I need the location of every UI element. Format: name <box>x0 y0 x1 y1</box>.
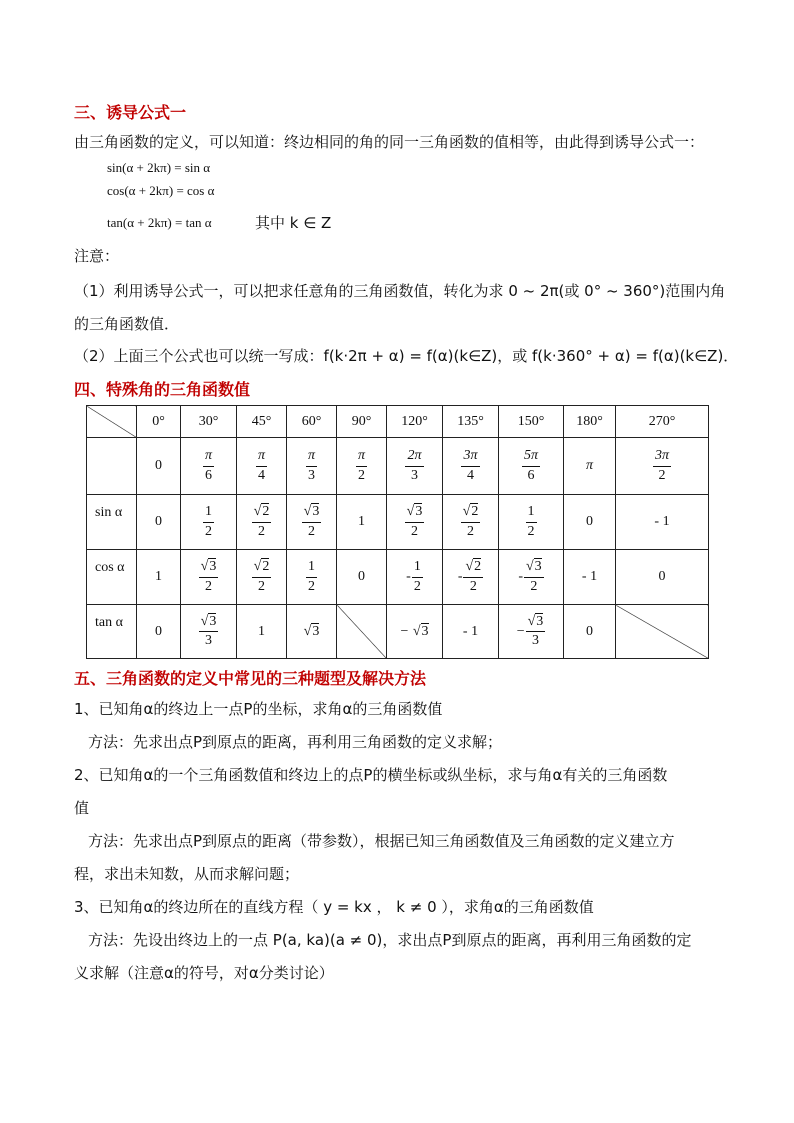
note-label: 注意： <box>74 247 120 265</box>
value-cell: 0 <box>337 550 387 605</box>
radian-cell <box>616 438 709 495</box>
denominator: 3 <box>199 631 219 649</box>
degree-cell: 0° <box>137 406 181 438</box>
minus-sign: - <box>457 569 463 585</box>
value-cell: $\frac{√3}{3}$ <box>181 605 237 659</box>
section-4-title: 四、特殊角的三角函数值 <box>74 380 251 399</box>
denominator: 2 <box>302 522 322 540</box>
numerator: 5π <box>523 448 538 464</box>
denominator: 4 <box>256 466 267 484</box>
numerator: 1 <box>205 504 212 520</box>
value-cell: $\frac{√3}{2}$ <box>181 550 237 605</box>
table-row-radians <box>87 438 709 495</box>
numerator: π <box>257 448 265 464</box>
value-cell <box>387 550 443 605</box>
numerator: π <box>204 448 212 464</box>
value-cell: - $\frac{√3}{2}$ <box>499 550 564 605</box>
denominator: 2 <box>413 578 421 594</box>
degree-cell: 60° <box>287 406 337 438</box>
radian-cell: π <box>564 438 616 495</box>
denominator: 2 <box>356 466 367 484</box>
degree-cell: 30° <box>181 406 237 438</box>
denominator: 2 <box>653 466 671 484</box>
numerator: π <box>307 448 315 464</box>
method-2-line-1: 方法：先求出点P到原点的距离（带参数），根据已知三角函数值及三角函数的定义建立方 <box>88 832 675 850</box>
numerator: π <box>357 448 365 464</box>
radian-cell <box>499 438 564 495</box>
note-1-line-1: （1）利用诱导公式一，可以把求任意角的三角函数值，转化为求 0 ~ 2π(或 0° ~ 360°)范围内角 <box>74 282 726 300</box>
section-3-title: 三、诱导公式一 <box>74 103 187 122</box>
value-cell: - $\frac{√2}{2}$ <box>443 550 499 605</box>
degree-cell: 90° <box>337 406 387 438</box>
value-cell: 0 <box>137 605 181 659</box>
value-cell: √3 <box>287 605 337 659</box>
undefined-cell <box>616 605 709 659</box>
value-cell: 0 <box>564 605 616 659</box>
numerator: 1 <box>308 559 315 575</box>
note-2: （2）上面三个公式也可以统一写成：f(k·2π + α) = f(α)(k∈Z)，或 f(k·360° + α) = f(α)(k∈Z)． <box>74 347 739 365</box>
value-cell <box>287 550 337 605</box>
radian-cell <box>387 438 443 495</box>
value-cell: − $\frac{√3}{3}$ <box>499 605 564 659</box>
numerator: 1 <box>527 504 535 520</box>
radicand: 2 <box>471 504 479 520</box>
value-cell <box>181 495 237 550</box>
formula-cos: cos(α + 2kπ) = cos α <box>107 183 215 198</box>
special-angle-table <box>86 405 709 659</box>
method-1: 方法：先求出点P到原点的距离，再利用三角函数的定义求解； <box>88 733 503 751</box>
numerator: 3π <box>654 448 669 464</box>
denominator: 3 <box>306 466 317 484</box>
method-3-line-1: 方法：先设出终边上的一点 P(a, ka)(a ≠ 0)，求出点P到原点的距离，再利用三角函数的定 <box>88 931 692 949</box>
denominator: 2 <box>405 522 425 540</box>
row-label-cos: cos α <box>87 550 137 605</box>
value-cell: $\frac{√2}{2}$ <box>237 495 287 550</box>
value-cell: 0 <box>616 550 709 605</box>
header-corner <box>87 406 137 438</box>
question-1: 1、已知角α的终边上一点P的坐标，求角α的三角函数值 <box>74 700 443 718</box>
radicand: 3 <box>421 623 429 639</box>
section-5-title: 五、三角函数的定义中常见的三种题型及解决方法 <box>74 669 427 688</box>
question-2-line-2: 值 <box>74 799 90 817</box>
denominator: 3 <box>526 631 546 649</box>
radian-cell <box>237 438 287 495</box>
formula-condition: 其中 k ∈ Z <box>255 214 332 232</box>
row-label-empty <box>87 438 137 495</box>
value-cell <box>499 495 564 550</box>
denominator: 2 <box>252 577 272 595</box>
radian-cell <box>443 438 499 495</box>
method-3-line-2: 义求解（注意α的符号，对α分类讨论） <box>74 964 334 982</box>
minus-sign: − <box>400 623 409 639</box>
value-cell: 0 <box>564 495 616 550</box>
note-1-line-2: 的三角函数值． <box>74 315 180 333</box>
denominator: 6 <box>203 466 214 484</box>
denominator: 2 <box>461 522 481 540</box>
table-row-tan <box>87 605 709 659</box>
denominator: 2 <box>524 577 544 595</box>
value-cell: 1 <box>137 550 181 605</box>
denominator: 2 <box>463 577 483 595</box>
value-cell: - 1 <box>616 495 709 550</box>
question-3: 3、已知角α的终边所在的直线方程（ y = kx ， k ≠ 0 ），求角α的三角函数值 <box>74 898 594 916</box>
denominator: 6 <box>522 466 540 484</box>
value-cell: - 1 <box>443 605 499 659</box>
value-cell: 1 <box>237 605 287 659</box>
degree-cell: 45° <box>237 406 287 438</box>
radicand: 3 <box>536 613 544 629</box>
denominator: 2 <box>527 523 535 539</box>
value-cell: − √3 <box>387 605 443 659</box>
radian-cell: 0 <box>137 438 181 495</box>
formula-sin: sin(α + 2kπ) = sin α <box>107 160 211 175</box>
numerator: 2π <box>407 448 422 464</box>
table-row-degrees <box>87 406 709 438</box>
value-cell: 0 <box>137 495 181 550</box>
denominator: 2 <box>308 578 315 594</box>
radicand: 3 <box>312 504 320 520</box>
numerator: 1 <box>413 559 421 575</box>
degree-cell: 150° <box>499 406 564 438</box>
degree-cell: 120° <box>387 406 443 438</box>
value-cell: $\frac{√2}{2}$ <box>443 495 499 550</box>
value-cell: $\frac{√2}{2}$ <box>237 550 287 605</box>
value-cell: - 1 <box>564 550 616 605</box>
denominator: 3 <box>405 466 423 484</box>
table-row-cos <box>87 550 709 605</box>
formula-tan: tan(α + 2kπ) = tan α <box>107 215 212 230</box>
radicand: 2 <box>474 559 482 575</box>
degree-cell: 135° <box>443 406 499 438</box>
table-row-sin <box>87 495 709 550</box>
denominator: 2 <box>199 577 219 595</box>
radian-cell <box>287 438 337 495</box>
row-label-tan: tan α <box>87 605 137 659</box>
denominator: 4 <box>461 466 479 484</box>
radicand: 3 <box>415 504 423 520</box>
question-2-line-1: 2、已知角α的一个三角函数值和终边上的点P的横坐标或纵坐标，求与角α有关的三角函数 <box>74 766 668 784</box>
radicand: 3 <box>209 559 217 575</box>
numerator: 3π <box>463 448 478 464</box>
radian-cell <box>337 438 387 495</box>
degree-cell: 180° <box>564 406 616 438</box>
radicand: 2 <box>262 559 270 575</box>
minus-sign: - <box>518 569 523 585</box>
radicand: 3 <box>209 613 217 629</box>
denominator: 2 <box>205 523 212 539</box>
radicand: 3 <box>312 623 320 639</box>
radicand: 3 <box>534 559 542 575</box>
value-cell: $\frac{√3}{2}$ <box>287 495 337 550</box>
degree-cell: 270° <box>616 406 709 438</box>
minus-sign: - <box>406 569 411 585</box>
denominator: 2 <box>252 522 272 540</box>
section-3-intro: 由三角函数的定义，可以知道：终边相同的角的同一三角函数的值相等，由此得到诱导公式一： <box>74 133 705 151</box>
row-label-sin: sin α <box>87 495 137 550</box>
radicand: 2 <box>262 504 270 520</box>
value-cell: 1 <box>337 495 387 550</box>
method-2-line-2: 程，求出未知数，从而求解问题； <box>74 865 300 883</box>
radian-cell <box>181 438 237 495</box>
undefined-cell <box>337 605 387 659</box>
value-cell: $\frac{√3}{2}$ <box>387 495 443 550</box>
minus-sign: − <box>516 623 525 639</box>
